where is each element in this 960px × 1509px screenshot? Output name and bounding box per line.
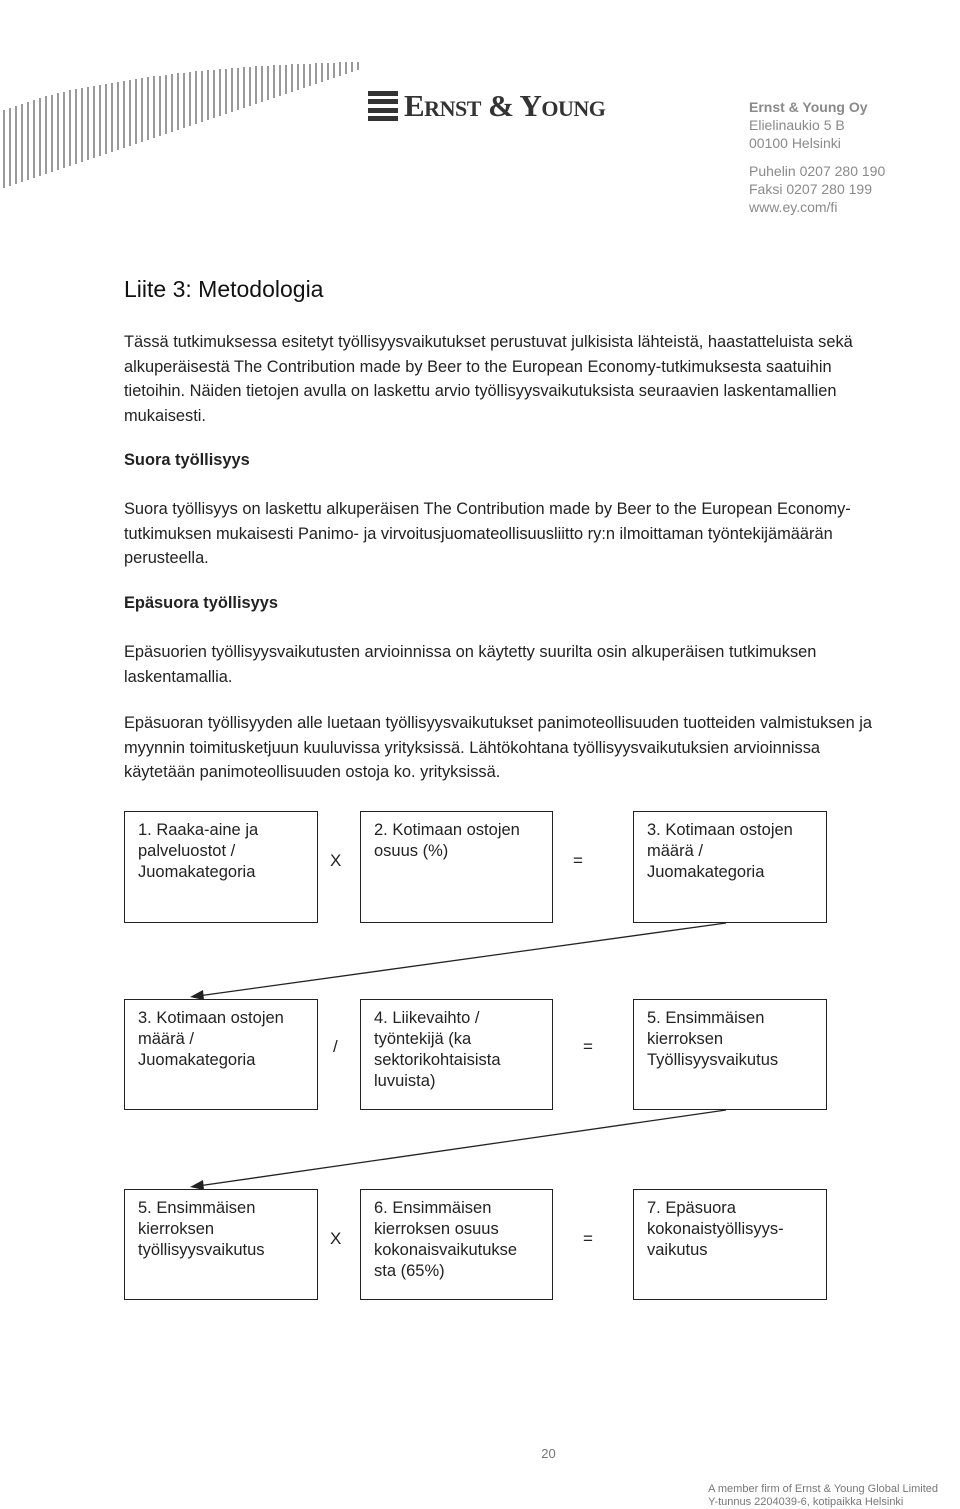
flow-box-revenue-per-employee <box>360 999 553 1110</box>
logo-text: Ernst & Young <box>404 88 606 123</box>
box-line: kokonaistyöllisyys- <box>647 1220 784 1238</box>
box-line: Juomakategoria <box>138 863 256 881</box>
flow-box-domestic-purchases-2 <box>124 999 318 1110</box>
flow-box-domestic-share <box>360 811 553 923</box>
phone-number: Puhelin 0207 280 190 <box>749 163 886 179</box>
box-line: määrä / <box>647 842 703 860</box>
paragraph-line: Suora työllisyys on laskettu alkuperäisen The Contribution made by Beer to the European Economy- <box>124 500 851 518</box>
flow-box-first-round-employment <box>633 999 827 1110</box>
footer-business-id: Y-tunnus 2204039-6, kotipaikka Helsinki <box>708 1496 904 1508</box>
box-line: sta (65%) <box>374 1262 445 1280</box>
indirect-employment-paragraph-1 <box>124 640 960 689</box>
box-line: 5. Ensimmäisen <box>138 1199 256 1217</box>
box-line: 6. Ensimmäisen <box>374 1199 492 1217</box>
box-line: Juomakategoria <box>138 1051 256 1069</box>
paragraph-line: käytetään panimoteollisuuden ostoja ko. yrityksissä. <box>124 763 501 781</box>
box-line: 4. Liikevaihto / <box>374 1009 480 1027</box>
equals-operator: = <box>573 851 583 870</box>
intro-line: alkuperäisestä The Contribution made by Beer to the European Economy-tutkimuksesta saatuihin <box>124 357 832 376</box>
company-address <box>749 98 885 216</box>
box-line: Juomakategoria <box>647 863 765 881</box>
box-line: Työllisyysvaikutus <box>647 1051 779 1069</box>
intro-line: Tässä tutkimuksessa esitetyt työllisyysvaikutukset perustuvat julkisista lähteistä, haastatteluista sekä <box>124 333 853 351</box>
paragraph-line: tutkimuksen mukaisesti Panimo- ja virvoitusjuomateollisuusliitto ry:n ilmoittaman työntekijämäärän <box>124 524 833 543</box>
flow-box-domestic-purchases <box>633 811 827 923</box>
box-line: sektorikohtaisista <box>374 1051 501 1069</box>
equals-operator: = <box>583 1037 593 1056</box>
box-line: kokonaisvaikutukse <box>374 1241 518 1259</box>
intro-line: tietoihin. Näiden tietojen avulla on laskettu arvio työllisyysvaikutuksista seuraavien laskentamallien <box>124 382 837 400</box>
paragraph-line: laskentamallia. <box>124 667 233 686</box>
direct-employment-heading: Suora työllisyys <box>124 451 250 469</box>
street-address: Elielinaukio 5 B <box>749 117 845 133</box>
website-link[interactable]: www.ey.com/fi <box>749 199 838 215</box>
postal-address: 00100 Helsinki <box>749 135 841 151</box>
paragraph-line: Epäsuorien työllisyysvaikutusten arvioinnissa on käytetty suurilta osin alkuperäisen tutkimuksen <box>124 643 817 661</box>
logo-bars-icon <box>368 91 398 121</box>
flow-box-raw-material-purchases <box>124 811 318 923</box>
flow-arrow-row1-to-row2 <box>198 923 726 996</box>
multiply-operator: X <box>330 1229 342 1248</box>
box-line: määrä / <box>138 1030 194 1048</box>
fax-number: Faksi 0207 280 199 <box>749 181 872 197</box>
box-line: työllisyysvaikutus <box>138 1241 265 1259</box>
box-line: 3. Kotimaan ostojen <box>138 1009 284 1027</box>
box-line: osuus (%) <box>374 842 449 860</box>
flow-box-first-round-employment-2 <box>124 1189 318 1300</box>
page-number: 20 <box>541 1446 556 1461</box>
box-line: palveluostot / <box>138 842 236 860</box>
flow-box-first-round-share <box>360 1189 553 1300</box>
box-line: kierroksen <box>138 1220 215 1238</box>
indirect-employment-paragraph-2 <box>124 711 960 785</box>
box-line: 2. Kotimaan ostojen <box>374 821 520 839</box>
indirect-employment-heading: Epäsuora työllisyys <box>124 594 278 612</box>
paragraph-line: myynnin toimitusketjuun kuuluvissa yrityksissä. Lähtökohtana työllisyysvaikutuksien arvioinnissa <box>124 738 821 757</box>
equals-operator: = <box>583 1229 593 1248</box>
box-line: vaikutus <box>647 1241 708 1259</box>
direct-employment-paragraph <box>124 497 960 571</box>
paragraph-line: perusteella. <box>124 549 209 567</box>
divide-operator: / <box>333 1037 338 1056</box>
box-line: 5. Ensimmäisen <box>647 1009 765 1027</box>
box-line: työntekijä (ka <box>374 1030 472 1048</box>
ernst-young-logo <box>368 86 605 126</box>
footer <box>708 1483 938 1509</box>
box-line: 7. Epäsuora <box>647 1199 736 1217</box>
box-line: 1. Raaka-aine ja <box>138 821 259 839</box>
header-decoration <box>0 0 380 190</box>
intro-line: mukaisesti. <box>124 406 206 425</box>
multiply-operator: X <box>330 851 342 870</box>
intro-paragraph <box>124 330 960 428</box>
page-title: Liite 3: Metodologia <box>124 276 324 302</box>
company-name: Ernst & Young Oy <box>749 99 868 115</box>
footer-member-firm: A member firm of Ernst & Young Global Limited <box>708 1483 938 1495</box>
box-line: kierroksen <box>647 1030 724 1048</box>
box-line: luvuista) <box>374 1072 436 1090</box>
box-line: 3. Kotimaan ostojen <box>647 821 793 839</box>
box-line: kierroksen osuus <box>374 1220 499 1238</box>
flow-box-total-indirect-employment <box>633 1189 827 1300</box>
flow-arrow-row2-to-row3 <box>198 1110 726 1186</box>
paragraph-line: Epäsuoran työllisyyden alle luetaan työllisyysvaikutukset panimoteollisuuden tuotteiden valmistuksen ja <box>124 714 873 732</box>
